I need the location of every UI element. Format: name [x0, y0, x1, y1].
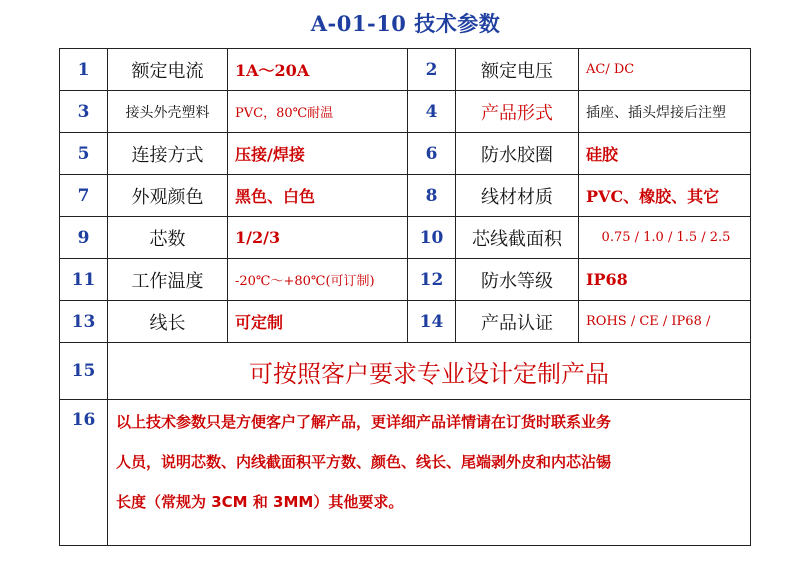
param-label: 产品形式 [456, 91, 579, 133]
note-line: 长度（常规为 3CM 和 3MM）其他要求。 [116, 493, 404, 511]
param-label: 连接方式 [108, 133, 228, 175]
param-label: 芯线截面积 [456, 217, 579, 259]
param-value: IP68 [579, 259, 751, 301]
row-number: 9 [60, 217, 108, 259]
product-note [108, 400, 751, 546]
row-number: 8 [408, 175, 456, 217]
param-label: 额定电压 [456, 49, 579, 91]
param-value: 硅胶 [579, 133, 751, 175]
param-label: 线材材质 [456, 175, 579, 217]
row-number: 7 [60, 175, 108, 217]
table-row [60, 217, 751, 259]
param-value: -20℃～+80℃(可订制) [228, 259, 408, 301]
row-number: 11 [60, 259, 108, 301]
row-number: 1 [60, 49, 108, 91]
row-number: 12 [408, 259, 456, 301]
row-number: 15 [60, 343, 108, 400]
row-number: 6 [408, 133, 456, 175]
table-row [60, 301, 751, 343]
param-value: PVC，80℃耐温 [228, 91, 408, 133]
table-row [60, 259, 751, 301]
param-value: 黑色、白色 [228, 175, 408, 217]
row-number: 10 [408, 217, 456, 259]
param-value: 1A～20A [228, 49, 408, 91]
param-value: 插座、插头焊接后注塑 [579, 91, 751, 133]
table-row [60, 91, 751, 133]
row-number: 13 [60, 301, 108, 343]
param-label: 外观颜色 [108, 175, 228, 217]
param-label: 接头外壳塑料 [108, 91, 228, 133]
note-line: 人员，说明芯数、内线截面积平方数、颜色、线长、尾端剥外皮和内芯沾锡 [116, 453, 612, 471]
spec-table [59, 48, 751, 546]
row-number: 2 [408, 49, 456, 91]
param-label: 芯数 [108, 217, 228, 259]
table-row [60, 49, 751, 91]
param-value: 0.75 / 1.0 / 1.5 / 2.5 [579, 217, 751, 259]
param-value: 1/2/3 [228, 217, 408, 259]
param-label: 防水等级 [456, 259, 579, 301]
param-value: ROHS / CE / IP68 / [579, 301, 751, 343]
table-row [60, 400, 751, 546]
table-row [60, 133, 751, 175]
page-title: A-01-10 技术参数 [310, 11, 501, 36]
table-row [60, 175, 751, 217]
row-number: 14 [408, 301, 456, 343]
param-value: PVC、橡胶、其它 [579, 175, 751, 217]
custom-design-banner: 可按照客户要求专业设计定制产品 [108, 343, 751, 400]
table-row [60, 343, 751, 400]
param-label: 防水胶圈 [456, 133, 579, 175]
row-number: 16 [60, 400, 108, 546]
param-value: 压接/焊接 [228, 133, 408, 175]
param-label: 线长 [108, 301, 228, 343]
note-line: 以上技术参数只是方便客户了解产品，更详细产品详情请在订货时联系业务 [116, 413, 612, 431]
param-value: 可定制 [228, 301, 408, 343]
param-label: 产品认证 [456, 301, 579, 343]
param-value: AC/ DC [579, 49, 751, 91]
row-number: 3 [60, 91, 108, 133]
param-label: 额定电流 [108, 49, 228, 91]
param-label: 工作温度 [108, 259, 228, 301]
row-number: 5 [60, 133, 108, 175]
row-number: 4 [408, 91, 456, 133]
